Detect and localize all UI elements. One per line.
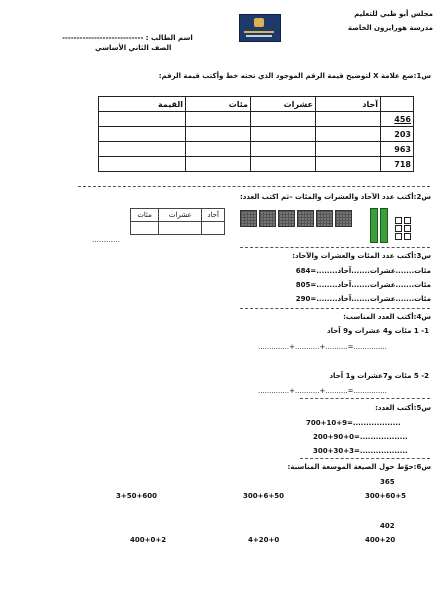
- q2-table: [130, 208, 225, 235]
- answer-cell[interactable]: [186, 112, 251, 127]
- hundred-flat-icon: [316, 210, 333, 227]
- answer-cell[interactable]: [251, 127, 316, 142]
- q5-line[interactable]: 300+30+3=..................: [313, 447, 408, 455]
- ten-rod-icon: [370, 208, 378, 243]
- divider: [300, 458, 430, 459]
- q6-title: س6:حوّط حول الصيغة الموسعة المناسبة:: [287, 463, 431, 471]
- table-header: مئات: [186, 97, 251, 112]
- q4-title: س4:أكتب العدد المناسب:: [343, 313, 431, 321]
- ten-rod-icon: [380, 208, 388, 243]
- student-name-label: اسم الطالب : ----------------------------: [62, 34, 193, 42]
- hundred-flat-icon: [278, 210, 295, 227]
- number-cell: 456: [381, 112, 414, 127]
- q6-number: 402: [380, 522, 395, 530]
- answer-cell[interactable]: [316, 127, 381, 142]
- table-row: [99, 97, 414, 112]
- q4-item-1: 1- 1 مئات و4 عشرات و9 آحاد: [327, 327, 429, 335]
- hundred-flat-icon: [240, 210, 257, 227]
- answer-cell[interactable]: [159, 222, 202, 235]
- unit-cube-icon: [395, 217, 402, 224]
- school-logo: [239, 14, 281, 42]
- number-cell: 203: [381, 127, 414, 142]
- q6-number: 365: [380, 478, 395, 486]
- table-header: عشرات: [251, 97, 316, 112]
- hundred-flat-icon: [335, 210, 352, 227]
- answer-cell[interactable]: [316, 157, 381, 172]
- q6-option[interactable]: 4+20+0: [248, 536, 280, 544]
- answer-cell[interactable]: [186, 142, 251, 157]
- table-row: [99, 142, 414, 157]
- answer-cell[interactable]: [99, 142, 186, 157]
- table-row: [99, 127, 414, 142]
- q3-line[interactable]: 684=........مئات.......عشرات.......آحاد: [295, 267, 431, 275]
- unit-cube-icon: [404, 225, 411, 232]
- school-name: مدرسة هورايزون الخاصة: [347, 24, 433, 32]
- divider: [240, 308, 430, 309]
- unit-cube-icon: [395, 233, 402, 240]
- table-cell: [381, 97, 414, 112]
- number-cell: 718: [381, 157, 414, 172]
- answer-cell[interactable]: [316, 112, 381, 127]
- q6-option[interactable]: 400+20: [365, 536, 396, 544]
- unit-cube-icon: [395, 225, 402, 232]
- answer-cell[interactable]: [251, 157, 316, 172]
- q3-line[interactable]: 805=........مئات.......عشرات.......آحاد: [295, 281, 431, 289]
- answer-cell[interactable]: [251, 142, 316, 157]
- answer-cell[interactable]: [99, 112, 186, 127]
- table-header: عشرات: [159, 209, 202, 222]
- q1-table: [98, 96, 414, 172]
- answer-cell[interactable]: [131, 222, 159, 235]
- answer-cell[interactable]: [316, 142, 381, 157]
- org-name: مجلس أبو ظبي للتعليم: [354, 10, 433, 18]
- unit-cube-icon: [404, 217, 411, 224]
- answer-cell[interactable]: [186, 127, 251, 142]
- q3-title: س3:أكتب عدد المئات والعشرات والآحاد:: [292, 252, 431, 260]
- q4-item-2: 2- 5 مئات و7عشرات و1 آحاد: [329, 372, 429, 380]
- q6-option[interactable]: 300+6+50: [243, 492, 284, 500]
- q5-line[interactable]: 700+10+9=..................: [306, 419, 401, 427]
- table-header: آحاد: [316, 97, 381, 112]
- table-row: [131, 222, 225, 235]
- q4-blank-1[interactable]: ..............+...........+..........=...............: [258, 343, 387, 351]
- q2-title: س2:أكتب عدد الآحاد والعشرات والمئات –ثم اكتب العدد:: [239, 193, 431, 201]
- q2-answer-blank[interactable]: …………: [92, 236, 120, 244]
- q5-title: س5:أكتب العدد:: [375, 404, 431, 412]
- answer-cell[interactable]: [99, 157, 186, 172]
- number-cell: 963: [381, 142, 414, 157]
- q4-blank-2[interactable]: ..............+...........+..........=...............: [258, 387, 387, 395]
- table-header: آحاد: [202, 209, 225, 222]
- answer-cell[interactable]: [251, 112, 316, 127]
- hundred-flat-icon: [259, 210, 276, 227]
- divider: [300, 398, 430, 399]
- q6-option[interactable]: 400+0+2: [130, 536, 167, 544]
- table-row: [131, 209, 225, 222]
- table-header: القيمة: [99, 97, 186, 112]
- hundred-flat-icon: [297, 210, 314, 227]
- answer-cell[interactable]: [186, 157, 251, 172]
- divider: [78, 186, 430, 187]
- q5-line[interactable]: 200+90+0=..................: [313, 433, 408, 441]
- q3-line[interactable]: 290=........مئات.......عشرات.......آحاد: [295, 295, 431, 303]
- q6-option[interactable]: 300+60+5: [365, 492, 406, 500]
- table-row: [99, 112, 414, 127]
- table-header: مئات: [131, 209, 159, 222]
- divider: [240, 247, 430, 248]
- answer-cell[interactable]: [99, 127, 186, 142]
- q1-title: س1:ضع علامة X لتوضيح قيمة الرقم الموجود الذي تحته خط وأكتب قيمة الرقم:: [158, 72, 431, 80]
- q6-option[interactable]: 3+50+600: [116, 492, 157, 500]
- table-row: [99, 157, 414, 172]
- answer-cell[interactable]: [202, 222, 225, 235]
- grade-label: الصف الثاني الأساسي: [95, 44, 172, 52]
- unit-cube-icon: [404, 233, 411, 240]
